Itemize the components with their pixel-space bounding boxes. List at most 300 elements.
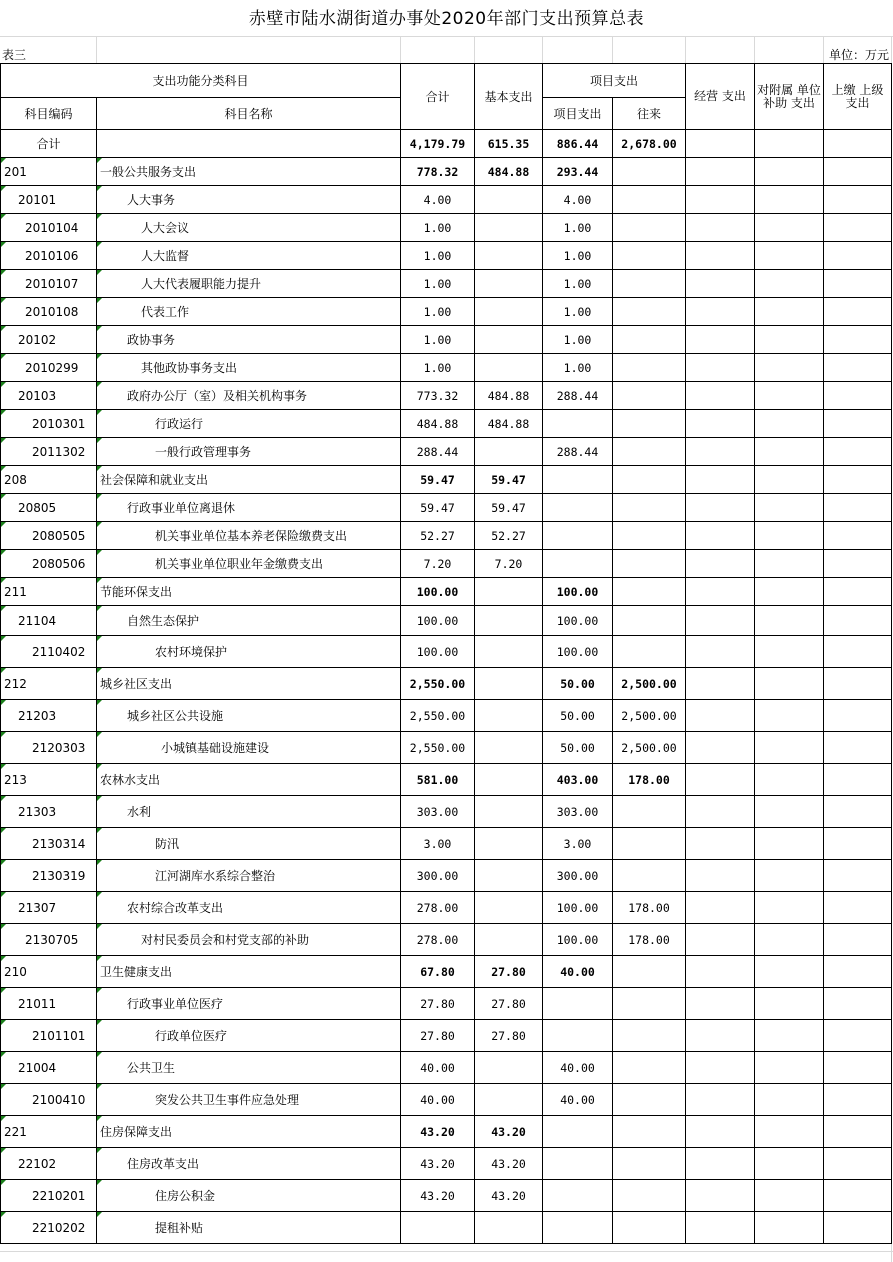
row-project [543, 578, 613, 606]
row-name [97, 732, 401, 764]
row-code-text: 21303 [18, 804, 57, 819]
row-basic [475, 382, 543, 410]
cell-note-marker-icon [1, 410, 6, 415]
row-project [543, 924, 613, 956]
table-row [1, 354, 892, 382]
row-project-text: 100.00 [556, 613, 599, 628]
row-project-text: 40.00 [560, 964, 595, 979]
sheet-label: 表三 [2, 48, 27, 62]
row-subsidy [755, 636, 824, 668]
row-basic [475, 796, 543, 828]
row-code-text: 2010106 [25, 248, 79, 263]
row-subsidy [755, 494, 824, 522]
row-subsidy [755, 214, 824, 242]
row-basic-text: 43.20 [491, 1188, 526, 1203]
row-operating [686, 158, 755, 186]
page-title: 赤壁市陆水湖街道办事处2020年部门支出预算总表 [248, 9, 645, 29]
row-total [401, 298, 475, 326]
table-row [1, 326, 892, 354]
cell-note-marker-icon [1, 764, 6, 769]
row-code [1, 1084, 97, 1116]
row-total [401, 494, 475, 522]
row-project-text: 1.00 [563, 332, 592, 347]
row-total-text: 2,550.00 [409, 676, 466, 691]
row-project [543, 956, 613, 988]
row-total-text: 100.00 [416, 613, 459, 628]
cell-note-marker-icon [97, 522, 102, 527]
cell-note-marker-icon [1, 298, 6, 303]
row-code-text: 21307 [18, 900, 57, 915]
row-transfer [613, 924, 686, 956]
row-project-text: 50.00 [560, 740, 595, 755]
header-code: 科目编码 [1, 98, 97, 130]
row-operating [686, 522, 755, 550]
row-project-text: 50.00 [560, 676, 595, 691]
row-code [1, 550, 97, 578]
cell-note-marker-icon [1, 326, 6, 331]
row-name [97, 606, 401, 636]
row-total [401, 892, 475, 924]
row-total-text: 581.00 [416, 772, 459, 787]
row-total [401, 668, 475, 700]
row-total-text: 4.00 [423, 192, 452, 207]
row-transfer [613, 1212, 686, 1244]
row-remit [824, 828, 892, 860]
row-project-text: 100.00 [556, 644, 599, 659]
row-code-text: 212 [4, 676, 27, 691]
row-basic-text: 59.47 [491, 472, 526, 487]
row-transfer [613, 214, 686, 242]
row-project [543, 410, 613, 438]
row-name-text: 江河湖库水系综合整治 [155, 869, 276, 883]
row-transfer [613, 354, 686, 382]
row-project-text: 40.00 [560, 1060, 595, 1075]
table-row [1, 1116, 892, 1148]
row-subsidy [755, 1148, 824, 1180]
table-row [1, 956, 892, 988]
totals-basic: 615.35 [475, 130, 543, 158]
totals-row [1, 130, 892, 158]
row-basic [475, 438, 543, 466]
row-code [1, 1020, 97, 1052]
row-transfer [613, 522, 686, 550]
row-operating [686, 1116, 755, 1148]
row-name [97, 494, 401, 522]
row-total [401, 326, 475, 354]
row-total [401, 860, 475, 892]
row-name-text: 政协事务 [127, 333, 176, 347]
row-name [97, 828, 401, 860]
row-total [401, 186, 475, 214]
row-total-text: 59.47 [420, 472, 455, 487]
row-subsidy [755, 578, 824, 606]
cell-note-marker-icon [1, 924, 6, 929]
row-name [97, 354, 401, 382]
row-code-text: 2210201 [32, 1188, 86, 1203]
row-basic-text: 27.80 [491, 1028, 526, 1043]
row-operating [686, 860, 755, 892]
row-subsidy [755, 466, 824, 494]
cell-note-marker-icon [97, 1148, 102, 1153]
cell-note-marker-icon [1, 892, 6, 897]
row-code [1, 956, 97, 988]
row-name [97, 522, 401, 550]
row-subsidy [755, 1212, 824, 1244]
row-basic [475, 214, 543, 242]
row-project [543, 764, 613, 796]
row-basic-text: 484.88 [487, 164, 530, 179]
cell-note-marker-icon [97, 158, 102, 163]
row-basic-text: 484.88 [487, 416, 530, 431]
cell-note-marker-icon [1, 522, 6, 527]
row-basic [475, 1212, 543, 1244]
row-basic-text: 59.47 [491, 500, 526, 515]
row-basic [475, 326, 543, 354]
header-subsidy-text: 对附属 单位 补助 支出 [757, 82, 821, 110]
row-code-text: 2010108 [25, 304, 79, 319]
row-remit [824, 354, 892, 382]
row-basic-text: 27.80 [491, 996, 526, 1011]
row-name-text: 公共卫生 [127, 1061, 176, 1075]
row-remit [824, 1180, 892, 1212]
row-code [1, 466, 97, 494]
row-project [543, 522, 613, 550]
row-project [543, 326, 613, 354]
cell-note-marker-icon [97, 668, 102, 673]
cell-note-marker-icon [97, 1180, 102, 1185]
row-subsidy [755, 1084, 824, 1116]
cell-note-marker-icon [97, 242, 102, 247]
row-transfer-text: 2,500.00 [621, 676, 677, 691]
table-row [1, 606, 892, 636]
row-subsidy [755, 956, 824, 988]
row-name [97, 1020, 401, 1052]
row-code-text: 21104 [18, 613, 57, 628]
row-code-text: 2130319 [32, 868, 86, 883]
row-total [401, 438, 475, 466]
row-code-text: 2101101 [32, 1028, 86, 1043]
row-transfer [613, 158, 686, 186]
row-remit [824, 732, 892, 764]
row-project-text: 1.00 [563, 276, 592, 291]
row-name-text: 行政事业单位医疗 [127, 997, 224, 1011]
row-operating [686, 1180, 755, 1212]
row-basic [475, 270, 543, 298]
cell-note-marker-icon [97, 186, 102, 191]
row-project-text: 3.00 [563, 836, 592, 851]
row-basic [475, 550, 543, 578]
row-total-text: 778.32 [416, 164, 459, 179]
cell-note-marker-icon [97, 214, 102, 219]
row-total-text: 1.00 [423, 276, 452, 291]
row-basic [475, 988, 543, 1020]
row-total-text: 43.20 [420, 1188, 455, 1203]
row-name [97, 892, 401, 924]
row-project [543, 732, 613, 764]
row-name-text: 农村综合改革支出 [127, 901, 224, 915]
row-code [1, 242, 97, 270]
row-subsidy [755, 828, 824, 860]
row-project [543, 354, 613, 382]
row-operating [686, 606, 755, 636]
header-name: 科目名称 [97, 98, 401, 130]
row-name [97, 956, 401, 988]
row-subsidy [755, 550, 824, 578]
row-total-text: 3.00 [423, 836, 452, 851]
row-remit [824, 186, 892, 214]
row-project [543, 606, 613, 636]
cell-note-marker-icon [1, 578, 6, 583]
totals-remit [824, 130, 892, 158]
row-project-text: 1.00 [563, 220, 592, 235]
row-project [543, 1116, 613, 1148]
row-code [1, 354, 97, 382]
header-remit [824, 64, 892, 130]
row-transfer-text: 178.00 [628, 900, 670, 915]
cell-note-marker-icon [1, 494, 6, 499]
table-row [1, 1052, 892, 1084]
row-remit [824, 550, 892, 578]
row-total-text: 27.80 [420, 996, 455, 1011]
row-project [543, 1180, 613, 1212]
row-total-text: 40.00 [420, 1060, 455, 1075]
row-name-text: 机关事业单位基本养老保险缴费支出 [155, 529, 348, 543]
row-name [97, 270, 401, 298]
row-operating [686, 700, 755, 732]
row-subsidy [755, 326, 824, 354]
row-name [97, 1116, 401, 1148]
row-transfer [613, 298, 686, 326]
row-name-text: 行政运行 [155, 417, 204, 431]
row-project-text: 288.44 [556, 388, 599, 403]
row-operating [686, 1148, 755, 1180]
row-operating [686, 924, 755, 956]
row-basic [475, 700, 543, 732]
row-total [401, 1052, 475, 1084]
cell-note-marker-icon [1, 1116, 6, 1121]
cell-note-marker-icon [1, 956, 6, 961]
row-transfer [613, 668, 686, 700]
cell-note-marker-icon [1, 186, 6, 191]
cell-note-marker-icon [97, 438, 102, 443]
cell-note-marker-icon [1, 988, 6, 993]
row-remit [824, 214, 892, 242]
row-name-text: 节能环保支出 [100, 585, 173, 599]
row-transfer [613, 550, 686, 578]
cell-note-marker-icon [1, 270, 6, 275]
row-name [97, 1212, 401, 1244]
row-operating [686, 298, 755, 326]
totals-label: 合计 [1, 130, 97, 158]
row-name-text: 政府办公厅（室）及相关机构事务 [127, 389, 308, 403]
row-subsidy [755, 1052, 824, 1084]
row-name [97, 466, 401, 494]
row-basic [475, 860, 543, 892]
row-name-text: 农村环境保护 [155, 645, 228, 659]
cell-note-marker-icon [97, 1116, 102, 1121]
row-project-text: 1.00 [563, 360, 592, 375]
row-code [1, 860, 97, 892]
row-transfer [613, 438, 686, 466]
row-transfer [613, 466, 686, 494]
table-row [1, 494, 892, 522]
table-row [1, 270, 892, 298]
cell-note-marker-icon [1, 1084, 6, 1089]
header-transfer: 往来 [613, 98, 686, 130]
row-transfer [613, 1084, 686, 1116]
row-code [1, 892, 97, 924]
row-code [1, 298, 97, 326]
row-total-text: 43.20 [420, 1124, 455, 1139]
row-basic [475, 410, 543, 438]
row-operating [686, 1212, 755, 1244]
row-name-text: 住房公积金 [155, 1189, 216, 1203]
row-project [543, 796, 613, 828]
row-project [543, 1148, 613, 1180]
table-row [1, 668, 892, 700]
row-subsidy [755, 438, 824, 466]
row-basic [475, 892, 543, 924]
row-total [401, 214, 475, 242]
row-remit [824, 764, 892, 796]
totals-project: 886.44 [543, 130, 613, 158]
cell-note-marker-icon [1, 606, 6, 611]
row-total-text: 2,550.00 [409, 740, 466, 755]
row-remit [824, 700, 892, 732]
row-remit [824, 522, 892, 550]
row-remit [824, 1020, 892, 1052]
row-basic [475, 1116, 543, 1148]
row-code-text: 210 [4, 964, 27, 979]
row-code [1, 382, 97, 410]
row-subsidy [755, 522, 824, 550]
row-project-text: 1.00 [563, 248, 592, 263]
row-total-text: 773.32 [416, 388, 459, 403]
row-total [401, 636, 475, 668]
row-remit [824, 956, 892, 988]
table-row [1, 438, 892, 466]
cell-note-marker-icon [1, 1148, 6, 1153]
row-name [97, 796, 401, 828]
cell-note-marker-icon [97, 494, 102, 499]
row-code-text: 211 [4, 584, 27, 599]
row-basic [475, 494, 543, 522]
row-code-text: 2120303 [32, 740, 86, 755]
cell-note-marker-icon [1, 354, 6, 359]
table-row [1, 1148, 892, 1180]
row-transfer [613, 606, 686, 636]
header-operating-text: 经营 支出 [694, 89, 746, 103]
row-name [97, 438, 401, 466]
cell-note-marker-icon [1, 796, 6, 801]
row-basic [475, 1020, 543, 1052]
table-row [1, 1212, 892, 1244]
row-transfer [613, 270, 686, 298]
row-name [97, 988, 401, 1020]
row-name-text: 行政事业单位离退休 [127, 501, 236, 515]
row-total [401, 466, 475, 494]
row-project [543, 860, 613, 892]
row-basic [475, 668, 543, 700]
cell-note-marker-icon [1, 438, 6, 443]
row-transfer [613, 892, 686, 924]
row-operating [686, 988, 755, 1020]
row-name-text: 突发公共卫生事件应急处理 [155, 1093, 300, 1107]
row-name-text: 农林水支出 [100, 773, 161, 787]
row-project-text: 40.00 [560, 1092, 595, 1107]
row-total [401, 1212, 475, 1244]
row-total-text: 288.44 [416, 444, 459, 459]
row-code [1, 988, 97, 1020]
row-total-text: 67.80 [420, 964, 455, 979]
row-remit [824, 1084, 892, 1116]
row-transfer-text: 2,500.00 [621, 708, 677, 723]
row-name [97, 1180, 401, 1212]
row-code-text: 20102 [18, 332, 57, 347]
row-name [97, 764, 401, 796]
row-operating [686, 410, 755, 438]
row-total [401, 550, 475, 578]
row-basic [475, 466, 543, 494]
row-name [97, 578, 401, 606]
cell-note-marker-icon [1, 214, 6, 219]
row-remit [824, 270, 892, 298]
row-total [401, 1116, 475, 1148]
row-total [401, 1180, 475, 1212]
row-code-text: 2010301 [32, 416, 86, 431]
row-remit [824, 298, 892, 326]
row-subsidy [755, 354, 824, 382]
row-code [1, 494, 97, 522]
row-operating [686, 828, 755, 860]
row-remit [824, 494, 892, 522]
row-project [543, 988, 613, 1020]
row-operating [686, 636, 755, 668]
row-code [1, 668, 97, 700]
row-operating [686, 466, 755, 494]
row-subsidy [755, 732, 824, 764]
row-operating [686, 1020, 755, 1052]
row-transfer [613, 1180, 686, 1212]
row-name-text: 一般公共服务支出 [100, 165, 197, 179]
row-project [543, 1084, 613, 1116]
row-code-text: 2130314 [32, 836, 86, 851]
row-code-text: 2010104 [25, 220, 79, 235]
row-code-text: 201 [4, 164, 27, 179]
row-code [1, 410, 97, 438]
row-total-text: 303.00 [416, 804, 459, 819]
row-transfer [613, 988, 686, 1020]
row-name-text: 对村民委员会和村党支部的补助 [141, 933, 310, 947]
row-subsidy [755, 410, 824, 438]
row-basic [475, 242, 543, 270]
row-transfer [613, 1116, 686, 1148]
cell-note-marker-icon [97, 988, 102, 993]
row-subsidy [755, 924, 824, 956]
row-project [543, 242, 613, 270]
cell-note-marker-icon [1, 668, 6, 673]
row-remit [824, 892, 892, 924]
row-name-text: 人大代表履职能力提升 [141, 277, 262, 291]
row-project [543, 1020, 613, 1052]
table-row [1, 298, 892, 326]
row-name [97, 326, 401, 354]
row-code [1, 796, 97, 828]
row-total [401, 242, 475, 270]
row-basic-text: 52.27 [491, 528, 526, 543]
cell-note-marker-icon [97, 636, 102, 641]
row-remit [824, 924, 892, 956]
